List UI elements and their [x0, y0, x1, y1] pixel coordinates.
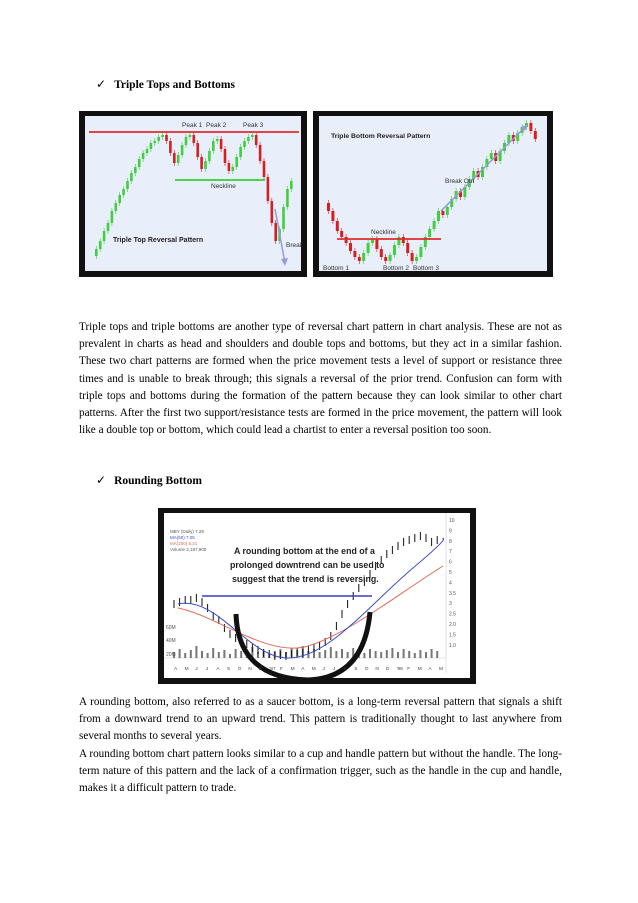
- month-tick-label: M: [290, 667, 295, 672]
- volume-bar: [363, 653, 365, 658]
- candle: [534, 131, 537, 139]
- price-tick-label: 8: [449, 538, 452, 545]
- candle: [380, 249, 383, 257]
- volume-bar: [380, 652, 382, 658]
- candle: [263, 161, 266, 177]
- candle: [446, 207, 449, 215]
- candle: [150, 143, 153, 149]
- candle: [208, 151, 211, 161]
- volume-bar: [207, 653, 209, 658]
- candle: [349, 243, 352, 251]
- annotation-line: suggest that the trend is reversing.: [232, 574, 379, 584]
- month-tick-label: '97: [269, 667, 276, 672]
- price-tick-label: 10: [449, 518, 455, 524]
- candle: [189, 135, 192, 137]
- candle: [157, 137, 160, 141]
- volume-bar: [375, 651, 377, 658]
- candle: [286, 189, 289, 207]
- price-tick-label: 2.0: [449, 622, 456, 628]
- paragraph-text: A rounding bottom chart pattern looks similar to a cup and handle pattern but without the handle. The long-term nature of this pattern and the lack of a confirmation trigger, such as the handle in the cup and handle, makes it a difficult pattern to trade.: [79, 747, 562, 795]
- candle: [130, 173, 133, 181]
- candle: [255, 135, 258, 145]
- candle: [173, 153, 176, 163]
- candle: [243, 141, 246, 147]
- volume-bar: [431, 649, 433, 658]
- label-bottom3: Bottom 3: [413, 265, 440, 272]
- heading-text: Triple Tops and Bottoms: [114, 78, 235, 91]
- label-bottom1: Bottom 1: [323, 265, 350, 272]
- annotation-line: prolonged downtrend can be used to: [230, 560, 385, 570]
- candle: [367, 243, 370, 253]
- legend-line: MA(50) 7.05: [170, 535, 195, 540]
- heading-text: Rounding Bottom: [114, 474, 202, 487]
- volume-label: 60M: [166, 625, 176, 631]
- candle: [196, 143, 199, 157]
- volume-bar: [212, 648, 214, 658]
- month-tick-label: A: [174, 667, 178, 672]
- volume-bar: [179, 649, 181, 658]
- volume-bar: [229, 654, 231, 658]
- price-tick-label: 2.5: [449, 611, 456, 618]
- candle: [271, 201, 274, 223]
- candle: [490, 153, 493, 159]
- legend-line: Volume 2,187,900: [170, 547, 207, 552]
- candle: [402, 237, 405, 243]
- month-tick-label: A: [428, 667, 432, 672]
- candle: [239, 147, 242, 157]
- month-tick-label: A: [301, 667, 305, 672]
- candle: [389, 255, 392, 261]
- month-tick-label: A: [216, 667, 220, 672]
- candle: [200, 157, 203, 169]
- label-bottom2: Bottom 2: [383, 265, 410, 272]
- volume-bar: [397, 652, 399, 658]
- candle: [103, 231, 106, 241]
- month-tick-label: J: [205, 667, 209, 672]
- annotation-line: A rounding bottom at the end of a: [234, 546, 375, 556]
- price-tick-label: 9: [449, 528, 452, 535]
- candle: [95, 249, 98, 256]
- candle: [107, 223, 110, 231]
- candle: [142, 153, 145, 159]
- volume-bar: [386, 650, 388, 658]
- candle: [259, 145, 262, 161]
- candle: [216, 139, 219, 141]
- chart-title: Triple Bottom Reversal Pattern: [331, 133, 431, 140]
- volume-bar: [425, 652, 427, 658]
- price-tick-label: 1.0: [449, 642, 456, 649]
- month-tick-label: M: [417, 667, 422, 672]
- legend-line: MA(200) 6.21: [170, 541, 198, 546]
- volume-bar: [223, 650, 225, 658]
- candle: [138, 159, 141, 167]
- month-tick-label: '98: [396, 667, 403, 672]
- volume-axis: [166, 625, 176, 658]
- volume-label: 40M: [166, 638, 176, 644]
- price-tick-label: 4: [449, 580, 452, 587]
- candle: [169, 141, 172, 153]
- month-tick-label: S: [354, 667, 358, 672]
- legend-line: MBY (Daily) 7.29: [170, 529, 204, 534]
- annotation: [230, 546, 385, 584]
- volume-bar: [414, 653, 416, 658]
- candle: [177, 155, 180, 163]
- month-tick-label: D: [386, 667, 390, 672]
- candle: [437, 211, 440, 221]
- price-tick-label: 6: [449, 559, 452, 566]
- price-tick-label: 7: [449, 549, 452, 556]
- month-tick-label: O: [364, 667, 369, 672]
- candle: [419, 247, 422, 257]
- month-tick-label: J: [333, 667, 336, 672]
- candle: [340, 231, 343, 237]
- candle: [232, 167, 235, 171]
- month-tick-label: N: [248, 667, 252, 672]
- volume-bar: [403, 649, 405, 658]
- section-heading-triple: [96, 77, 235, 92]
- volume-bar: [335, 651, 337, 658]
- candle: [441, 211, 444, 215]
- candle: [204, 161, 207, 169]
- candle: [224, 149, 227, 163]
- candle: [228, 163, 231, 171]
- candle: [415, 257, 418, 261]
- triple-top-chart: [79, 111, 307, 277]
- candle: [251, 135, 254, 137]
- month-tick-label: F: [407, 667, 411, 672]
- price-tick-label: 5: [449, 570, 452, 576]
- candle: [122, 189, 125, 195]
- candle: [161, 135, 164, 137]
- candle: [267, 177, 270, 201]
- volume-bar: [419, 650, 421, 658]
- candle: [235, 157, 238, 167]
- volume-bar: [195, 646, 197, 658]
- candle: [406, 243, 409, 253]
- month-tick-label: S: [227, 667, 231, 672]
- month-tick-label: M: [311, 667, 316, 672]
- candle: [274, 223, 277, 241]
- month-tick-label: M: [184, 667, 189, 672]
- month-tick-label: O: [237, 667, 242, 672]
- section-heading-rounding: [96, 473, 202, 488]
- candle: [331, 211, 334, 221]
- candle: [111, 211, 114, 223]
- volume-bar: [341, 649, 343, 658]
- volume-bar: [408, 651, 410, 658]
- month-tick-label: F: [280, 667, 283, 672]
- month-tick-label: D: [258, 667, 263, 672]
- month-tick-label: J: [322, 667, 325, 672]
- candle: [336, 221, 339, 231]
- candle: [384, 257, 387, 261]
- checkmark-icon: ✓: [96, 473, 107, 487]
- volume-bar: [240, 651, 242, 658]
- candle: [134, 167, 137, 173]
- candle: [99, 241, 102, 249]
- label-peak1: Peak 1: [182, 122, 203, 129]
- paragraph-text: A rounding bottom, also referred to as a saucer bottom, is a long-term reversal pattern that signals a shift from a downward trend to an upward trend. This pattern is traditionally thought to last anywhere from several months to several years.: [79, 696, 562, 743]
- volume-bar: [184, 653, 186, 658]
- volume-bar: [369, 649, 371, 658]
- candle: [126, 181, 129, 189]
- candle: [212, 141, 215, 151]
- candle: [433, 221, 436, 229]
- price-tick-label: 3.5: [449, 590, 456, 597]
- candle: [146, 149, 149, 153]
- volume-label: 20M: [166, 652, 176, 658]
- volume-bar: [391, 648, 393, 658]
- volume-bar: [235, 649, 237, 658]
- volume-bar: [319, 652, 321, 658]
- candle: [362, 253, 365, 261]
- triple-bottom-chart: [313, 111, 553, 277]
- candle: [358, 257, 361, 261]
- candle: [411, 253, 414, 261]
- paragraph-rounding: [79, 694, 562, 797]
- candle: [193, 135, 196, 143]
- candle: [345, 237, 348, 243]
- candle: [290, 181, 293, 189]
- label-peak3: Peak 3: [243, 122, 264, 129]
- candle: [118, 195, 121, 203]
- candle: [220, 139, 223, 149]
- price-tick-label: 1.5: [449, 632, 456, 639]
- label-neckline: Neckline: [211, 183, 236, 190]
- volume-bar: [347, 652, 349, 658]
- month-tick-label: J: [195, 667, 198, 672]
- candle: [529, 123, 532, 131]
- price-tick-label: 3: [449, 601, 452, 608]
- checkmark-icon: ✓: [96, 77, 107, 91]
- label-peak2: Peak 2: [206, 122, 227, 129]
- label-neckline: Neckline: [371, 229, 396, 236]
- label-break: Break: [286, 242, 303, 249]
- candle: [375, 239, 378, 249]
- rounding-bottom-chart: [158, 508, 476, 684]
- candle: [185, 137, 188, 145]
- month-tick-label: A: [343, 667, 347, 672]
- volume-bar: [201, 651, 203, 658]
- month-tick-label: M: [439, 667, 443, 672]
- candle: [247, 137, 250, 141]
- candle: [181, 145, 184, 155]
- volume-bar: [436, 651, 438, 658]
- candle: [282, 207, 285, 229]
- candle: [393, 245, 396, 255]
- candle: [115, 203, 118, 211]
- candle: [327, 203, 330, 211]
- chart-title: Triple Top Reversal Pattern: [113, 237, 204, 244]
- paragraph-text: Triple tops and triple bottoms are another type of reversal chart pattern in chart analysis. These are not as prevalent in charts as head and shoulders and double tops and bottoms, but they act in a similar fashion. These two chart patterns are formed when the price movement tests a level of support or resistance three times and is unable to break through; this signals a reversal of the prior trend. Confusion can form with triple tops and bottoms during the formation of the pattern because they can look similar to other chart patterns. After the first two support/resistance tests are formed in the price movement, the pattern will look like a double top or bottom, which could lead a chartist to enter a reversal position too soon.: [79, 321, 562, 437]
- candle: [428, 229, 431, 237]
- volume-bar: [330, 647, 332, 658]
- label-breakout: Break Out: [445, 178, 475, 185]
- volume-bar: [190, 650, 192, 658]
- candle: [165, 135, 168, 141]
- candle: [353, 251, 356, 257]
- candle: [154, 141, 157, 143]
- volume-bar: [218, 652, 220, 658]
- volume-bar: [324, 650, 326, 658]
- paragraph-triple: [79, 319, 562, 439]
- month-tick-label: N: [375, 667, 379, 672]
